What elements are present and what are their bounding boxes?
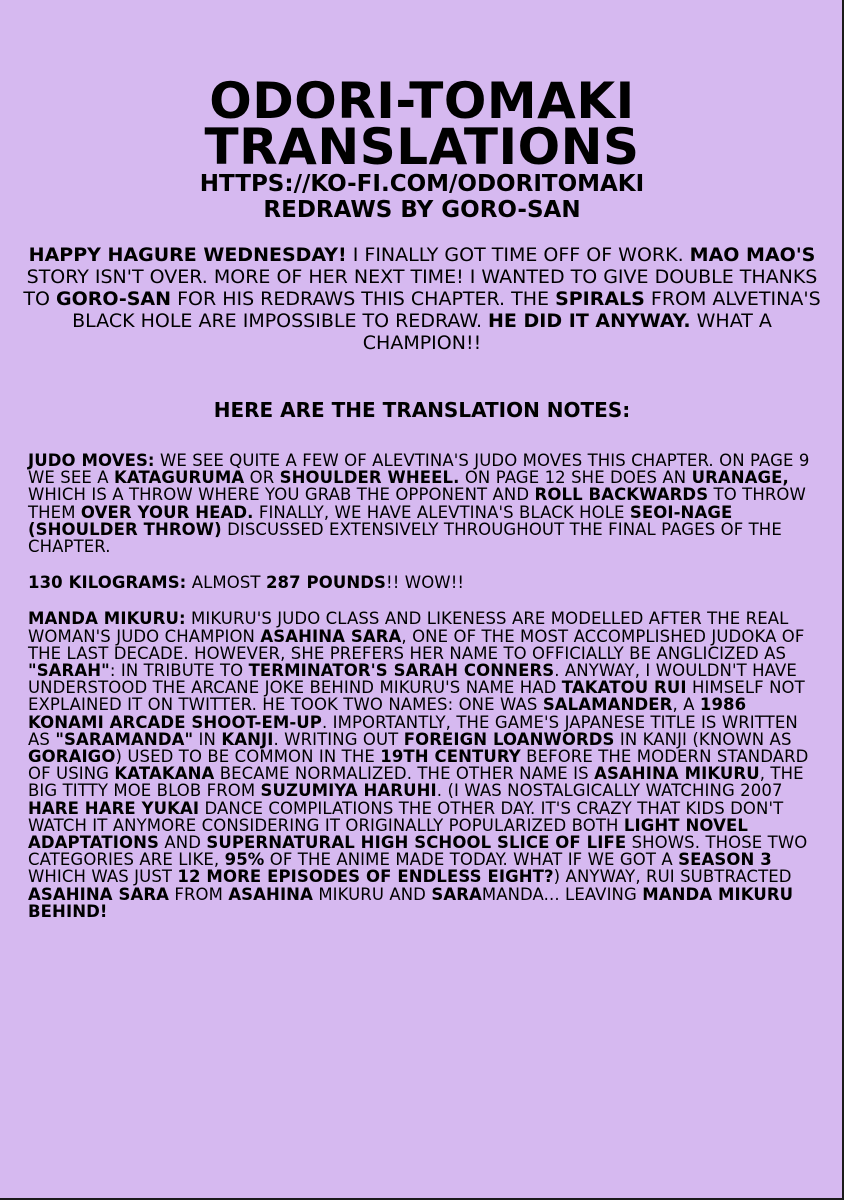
note-term: 12 MORE EPISODES OF ENDLESS EIGHT?	[177, 867, 554, 887]
note-text: IN	[193, 729, 222, 749]
note-text: OF THE ANIME MADE TODAY. WHAT IF WE GOT A	[264, 850, 679, 870]
note-term: KATAGURUMA	[114, 468, 245, 488]
note-text: WHICH IS A THROW WHERE YOU GRAB THE OPPONENT AND	[28, 485, 535, 505]
intro-text: FROM ALVETINA'S BLACK HOLE ARE IMPOSSIBLE TO REDRAW.	[72, 288, 821, 332]
note-term: URANAGE,	[691, 468, 789, 488]
note-text: OR	[244, 468, 280, 488]
note-term: ROLL BACKWARDS	[534, 485, 709, 505]
note-text: BECAME NORMALIZED. THE OTHER NAME IS	[214, 764, 595, 784]
note-term: ASAHINA SARA	[260, 626, 402, 646]
note-text: HIMSELF NOT EXPLAINED IT ON TWITTER. HE TOOK TWO NAMES: ONE WAS	[28, 678, 805, 715]
redraw-credit: REDRAWS BY GORO-SAN	[263, 197, 581, 223]
intro-term: SPIRALS	[555, 288, 645, 310]
notes-heading: HERE ARE THE TRANSLATION NOTES:	[213, 398, 631, 422]
note-judo-moves	[28, 452, 818, 555]
note-text: BEFORE THE MODERN STANDARD OF USING	[28, 747, 809, 784]
note-term: SUZUMIYA HARUHI	[260, 781, 437, 801]
note-text: MANDA... LEAVING	[481, 884, 643, 904]
note-term: ASAHINA MIKURU	[594, 764, 760, 784]
note-term: OVER YOUR HEAD.	[80, 502, 254, 522]
note-term: 19TH CENTURY	[380, 747, 521, 767]
note-text: AND	[159, 833, 207, 853]
note-text: . WRITING OUT	[273, 729, 404, 749]
intro-term: GORO-SAN	[55, 288, 172, 310]
title-line-2: TRANSLATIONS	[204, 118, 640, 176]
intro-text: WHAT A CHAMPION!!	[362, 310, 772, 354]
note-term: MANDA MIKURU BEHIND!	[28, 884, 794, 921]
note-text: DISCUSSED EXTENSIVELY THROUGHOUT THE FINAL PAGES OF THE CHAPTER.	[28, 519, 782, 557]
intro-term: HE DID IT ANYWAY.	[488, 310, 691, 332]
note-term: FOREIGN LOANWORDS	[403, 729, 615, 749]
note-text: ) USED TO BE COMMON IN THE	[115, 747, 381, 767]
note-text: DANCE COMPILATIONS THE OTHER DAY. IT'S CRAZY THAT KIDS DON'T WATCH IT ANYMORE CONSIDERING IT ORIGINALLY POPULARIZED BOTH	[28, 798, 784, 835]
page-header	[0, 72, 844, 223]
note-text: ON PAGE 12 SHE DOES AN	[459, 468, 692, 488]
note-text: WE SEE QUITE A FEW OF ALEVTINA'S JUDO MOVES THIS CHAPTER. ON PAGE 9 WE SEE A	[28, 451, 810, 488]
note-term: HARE HARE YUKAI	[28, 798, 200, 818]
note-text: IN KANJI (KNOWN AS	[614, 729, 792, 749]
note-term: SEASON 3	[678, 850, 772, 870]
note-text: FROM	[169, 884, 229, 904]
note-term: 1986 KONAMI ARCADE SHOOT-EM-UP	[28, 695, 747, 732]
note-term: 95%	[224, 850, 265, 870]
note-text: WHICH WAS JUST	[28, 867, 178, 887]
note-term: 287 POUNDS	[265, 573, 387, 593]
intro-text: I FINALLY GOT TIME OFF OF WORK.	[346, 244, 690, 266]
note-text: , ONE OF THE MOST ACCOMPLISHED JUDOKA OF THE LAST DECADE. HOWEVER, SHE PREFERS HER NAME TO OFFICIALLY BE ANGLICIZED AS	[28, 626, 805, 663]
note-term: ASAHINA	[228, 884, 313, 904]
intro-term: MAO MAO'S	[689, 244, 816, 266]
note-kilograms	[28, 574, 818, 591]
note-term: "SARAH"	[28, 661, 110, 681]
note-term: LIGHT NOVEL ADAPTATIONS	[28, 815, 748, 853]
intro-text: STORY ISN'T OVER. MORE OF HER NEXT TIME! I WANTED TO GIVE DOUBLE THANKS TO	[23, 266, 818, 310]
intro-greeting: HAPPY HAGURE WEDNESDAY!	[28, 244, 347, 266]
note-label: MANDA MIKURU:	[28, 609, 186, 629]
intro-paragraph	[18, 244, 826, 354]
note-term: ASAHINA SARA	[28, 884, 170, 904]
note-label: JUDO MOVES:	[28, 451, 155, 470]
note-term: TAKATOU RUI	[561, 678, 687, 698]
intro-text: FOR HIS REDRAWS THIS CHAPTER. THE	[171, 288, 556, 310]
note-text: TO THROW THEM	[28, 485, 806, 522]
note-term: SARA	[431, 884, 482, 904]
note-text: . (I WAS NOSTALGICALLY WATCHING 2007	[436, 781, 783, 801]
note-term: KANJI	[221, 729, 274, 749]
note-text: . ANYWAY, I WOULDN'T HAVE UNDERSTOOD THE ARCANE JOKE BEHIND MIKURU'S NAME HAD	[28, 661, 797, 698]
note-text: MIKURU'S JUDO CLASS AND LIKENESS ARE MODELLED AFTER THE REAL WOMAN'S JUDO CHAMPION	[28, 609, 789, 646]
kofi-link[interactable]: HTTPS://KO-FI.COM/ODORITOMAKI	[199, 171, 645, 197]
notes-section	[28, 452, 818, 939]
note-text: ) ANYWAY, RUI SUBTRACTED	[553, 867, 792, 887]
note-term: TERMINATOR'S SARAH CONNERS	[248, 661, 555, 681]
note-text: FINALLY, WE HAVE ALEVTINA'S BLACK HOLE	[253, 502, 630, 522]
title-line-1: ODORI-TOMAKI	[209, 72, 635, 130]
note-text: : IN TRIBUTE TO	[109, 661, 249, 681]
note-text: !! WOW!!	[386, 573, 465, 593]
note-manda-mikuru	[28, 610, 818, 920]
note-text: , A	[672, 695, 700, 715]
note-term: SHOULDER WHEEL.	[279, 468, 460, 488]
note-text: ALMOST	[186, 573, 266, 593]
note-text: , THE BIG TITTY MOE BLOB FROM	[28, 764, 804, 801]
note-term: "SARAMANDA"	[55, 729, 194, 749]
note-term: KATAKANA	[114, 764, 215, 784]
note-term: SALAMANDER	[542, 695, 673, 715]
note-text: . IMPORTANTLY, THE GAME'S JAPANESE TITLE IS WRITTEN AS	[28, 712, 798, 749]
note-text: SHOWS. THOSE TWO CATEGORIES ARE LIKE,	[28, 833, 808, 870]
note-term: SEOI-NAGE (SHOULDER THROW)	[28, 502, 733, 539]
note-text: MIKURU AND	[312, 884, 432, 904]
note-term: GORAIGO	[28, 747, 116, 767]
note-label: 130 KILOGRAMS:	[28, 573, 187, 593]
note-term: SUPERNATURAL HIGH SCHOOL SLICE OF LIFE	[206, 833, 627, 853]
